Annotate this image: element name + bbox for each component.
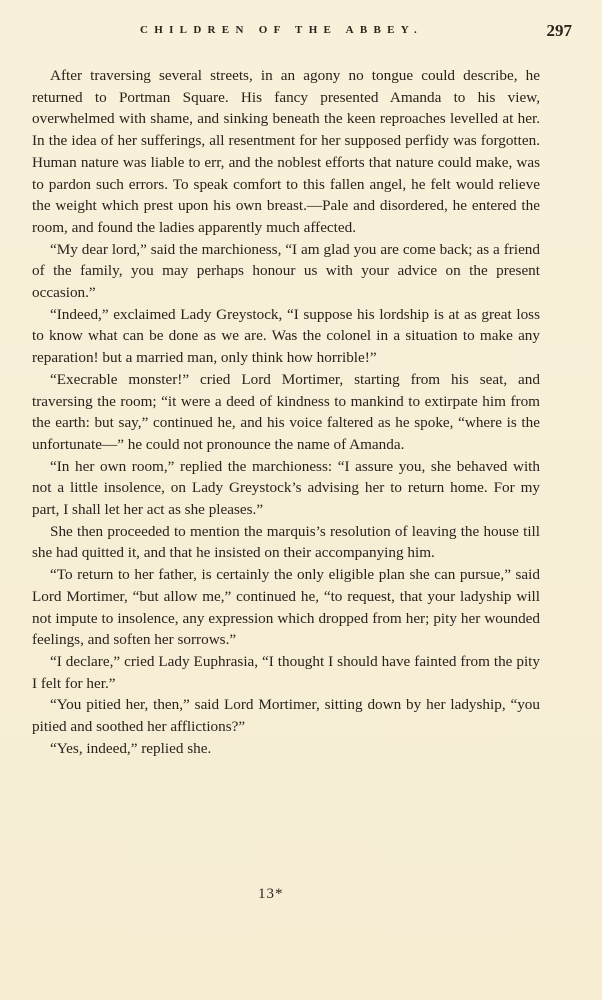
paragraph: “Yes, indeed,” replied she. — [50, 739, 212, 757]
page-number: 297 — [546, 21, 572, 40]
paragraph: After traversing several streets, in an agony no tongue could describe, he returned to Portman Square. His fancy presented Amanda to his view, overwhelmed with shame, and sinking beneath the keen reproaches levelled at her. In the idea of her sufferings, all resentment for her supposed perfidy was forgotten. Human nature was liable to err, and the noblest efforts that nature could make, was to pardon such errors. To speak comfort to this fallen angel, he felt would relieve the weight which prest upon his own breast.—Pale and disordered, he entered the room, and found the ladies apparently much affected. — [32, 67, 540, 236]
body-text — [32, 65, 540, 760]
paragraph: “Indeed,” exclaimed Lady Greystock, “I suppose his lordship is at as great loss to know what can be done as we are. Was the colonel in a situation to make any reparation! but a married man, only think how horrible!” — [32, 305, 540, 367]
paragraph: “To return to her father, is certainly the only eligible plan she can pursue,” said Lord Mortimer, “but allow me,” continued he, “to request, that your ladyship will not impute to insolence, any expression which dropped from her; pity her wounded feelings, and soften her sorrows.” — [32, 566, 540, 649]
paragraph: “In her own room,” replied the marchioness: “I assure you, she behaved with not a little insolence, on Lady Greystock’s advising her to return home. For my part, I shall let her act as she pleases.” — [32, 457, 540, 519]
paragraph: “You pitied her, then,” said Lord Mortimer, sitting down by her ladyship, “you pitied and soothed her afflictions?” — [32, 696, 540, 736]
running-title: CHILDREN OF THE ABBEY. — [140, 24, 424, 36]
paragraph: “I declare,” cried Lady Euphrasia, “I thought I should have fainted from the pity I felt for her.” — [32, 652, 540, 692]
paragraph: “Execrable monster!” cried Lord Mortimer, starting from his seat, and traversing the room; “it were a deed of kindness to mankind to extirpate him from the earth: but say,” continued he, and his voice faltered as he spoke, “where is the unfortunate—” he could not pronounce the name of Amanda. — [32, 370, 540, 453]
signature-mark: 13* — [258, 886, 284, 902]
paragraph: “My dear lord,” said the marchioness, “I am glad you are come back; as a friend of the family, you may perhaps honour us with your advice on the present occasion.” — [32, 240, 540, 302]
paragraph: She then proceeded to mention the marquis’s resolution of leaving the house till she had quitted it, and that he insisted on their accompanying him. — [32, 522, 540, 562]
